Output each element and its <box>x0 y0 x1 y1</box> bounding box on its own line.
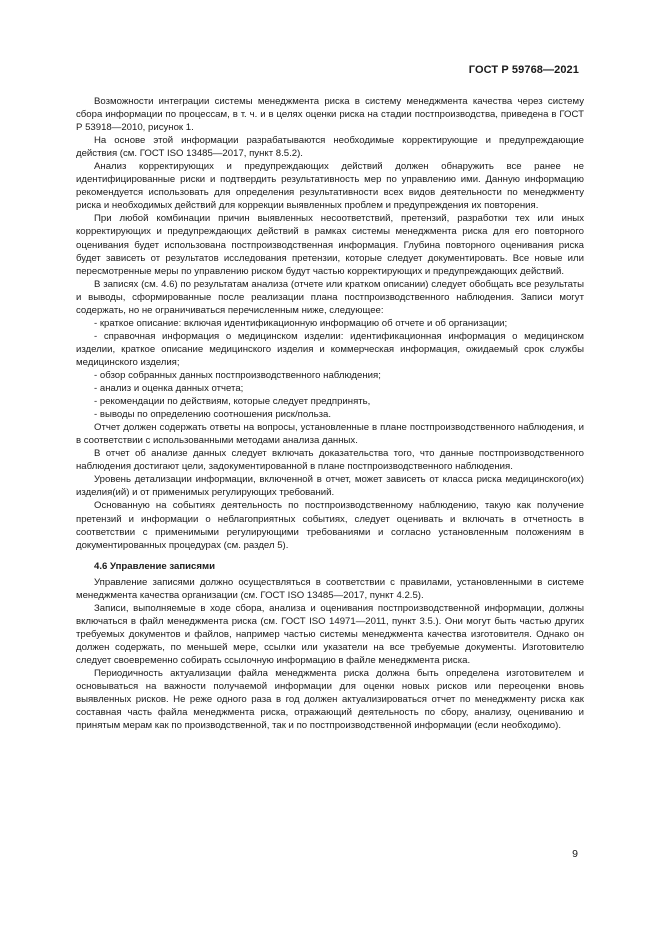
paragraph: Возможности интеграции системы менеджмента риска в систему менеджмента качества через систему сбора информации по процессам, в т. ч. и в целях оценки риска на стадии постпроизводства, приведена в ГОСТ Р 53918—2010, рисунок 1. <box>76 96 584 134</box>
paragraph: На основе этой информации разрабатываются необходимые корректирующие и предупреждающие действия (см. ГОСТ ISO 13485—2017, пункт 8.5.2). <box>76 135 584 160</box>
paragraph: Отчет должен содержать ответы на вопросы, установленные в плане постпроизводственного наблюдения, и в соответствии с использованными методами анализа данных. <box>76 422 584 447</box>
paragraph: Уровень детализации информации, включенной в отчет, может зависеть от класса риска медицинского(их) изделия(ий) и от применимых регулирующих требований. <box>76 474 584 499</box>
list-item: - рекомендации по действиям, которые следует предпринять, <box>94 396 371 408</box>
paragraph: В отчет об анализе данных следует включать доказательства того, что данные постпроизводственного наблюдения достигают цели, задокументированной в плане постпроизводственного наблюдения. <box>76 448 584 473</box>
spacer <box>76 552 584 555</box>
paragraph: При любой комбинации причин выявленных несоответствий, претензий, разработки тех или иных корректирующих и предупреждающих действий в рамках системы менеджмента риска для его повторного оценивания будет использована постпроизводственная информация. Глубина повторного оценивания риска будет зависеть от результатов исследования претензии, которые следует документировать. Все новые или пересмотренные меры по управлению риском будут частью корректирующих и предупреждающих действий. <box>76 213 584 277</box>
list-item: - справочная информация о медицинском изделии: идентификационная информация о медицинском изделии, краткое описание медицинского изделия и коммерческая информация, ожидаемый срок службы медицинского изделия; <box>76 330 584 368</box>
paragraph: Анализ корректирующих и предупреждающих действий должен обнаружить все ранее не идентифицированные риски и подтвердить результативность мер по управлению ими. Данную информацию рекомендуется использовать для определения результативности всех видов деятельности по менеджменту риска и необходимых действий для коррекции выявленных проблем и предупреждения их повторения. <box>76 161 584 212</box>
page-body <box>76 95 584 732</box>
records-contents-list <box>76 317 584 421</box>
section-heading: 4.6 Управление записями <box>94 560 215 572</box>
list-item: - краткое описание: включая идентификационную информацию об отчете и об организации; <box>94 317 508 329</box>
paragraph: Управление записями должно осуществляться в соответствии с правилами, установленными в системе менеджмента качества организации (см. ГОСТ ISO 13485—2017, пункт 4.2.5). <box>76 576 584 601</box>
paragraph: Периодичность актуализации файла менеджмента риска должна быть определена изготовителем и основываться на важности получаемой информации для оценки новых рисков или переоценки вновь выявленных рисков. Не реже одного раза в год должен актуализироваться отчет по менеджменту риска как составная часть файла менеджмента риска, отражающий деятельность по сбору, анализу, оцениванию и принятым мерам как по производственной, так и по постпроизводственной информации (если необходимо). <box>76 668 584 732</box>
page-number: 9 <box>572 848 578 860</box>
list-item: - обзор собранных данных постпроизводственного наблюдения; <box>94 369 381 381</box>
document-id-header: ГОСТ Р 59768—2021 <box>468 64 579 76</box>
paragraph: В записях (см. 4.6) по результатам анализа (отчете или кратком описании) следует обобщать все результаты и выводы, сформированные после реализации плана постпроизводственного наблюдения. Записи могут содержать, но не ограничиваться перечисленным ниже, следующее: <box>76 278 584 316</box>
list-item: - анализ и оценка данных отчета; <box>94 383 244 395</box>
paragraph: Записи, выполняемые в ходе сбора, анализа и оценивания постпроизводственной информации, должны включаться в файл менеджмента риска (см. ГОСТ ISO 14971—2011, пункт 3.5.). Они могут быть частью других требуемых документов и файлов, например частью системы менеджмента качества изготовителя. Однако он должен содержать, по меньшей мере, ссылки или указатели на все требуемые документы. Изготовителю следует своевременно собирать ссылочную информацию в файле менеджмента риска. <box>76 602 584 666</box>
paragraph: Основанную на событиях деятельность по постпроизводственному наблюдению, такую как получение претензий и информации о неблагоприятных событиях, следует оценивать и включать в отчетность в соответствии с применимыми регулирующими требованиями и согласно установленным положениям в документированных процедурах (см. раздел 5). <box>76 500 584 551</box>
list-item: - выводы по определению соотношения риск/польза. <box>94 409 331 421</box>
